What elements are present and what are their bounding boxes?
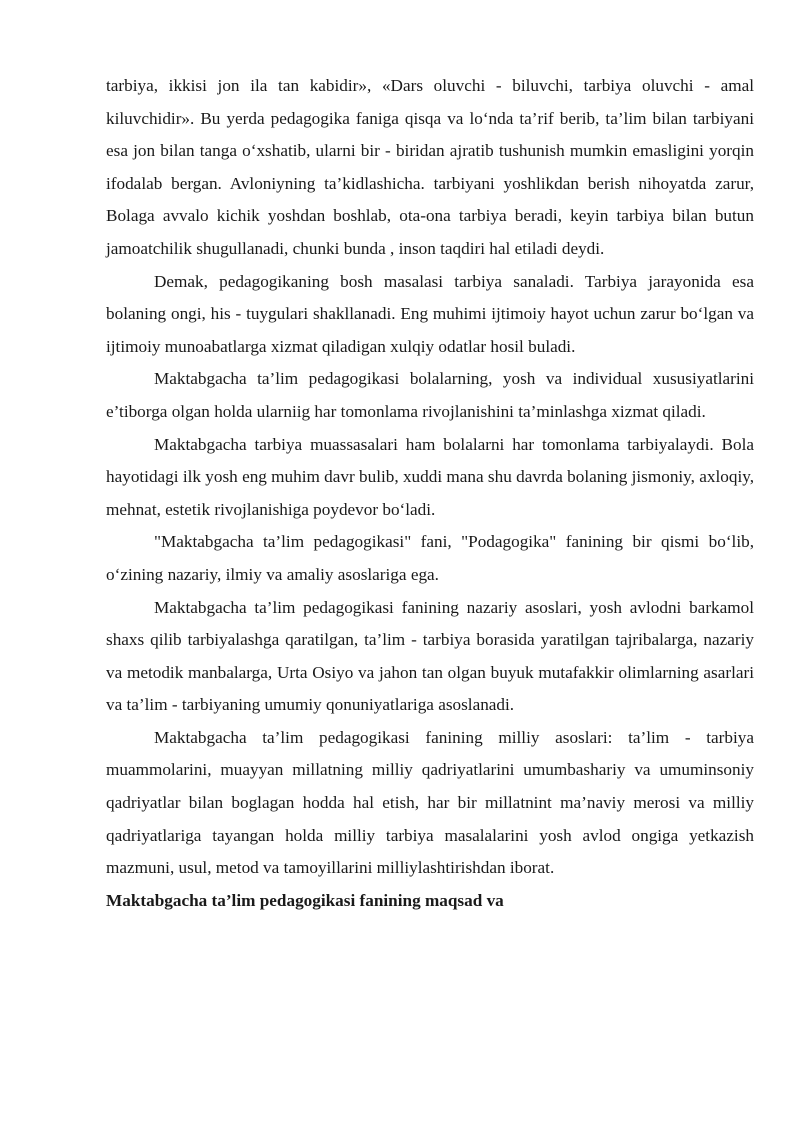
- paragraph-3: Maktabgacha ta’lim pedagogikasi bolalarning, yosh va individual xususiyatlarini e’tiborga olgan holda ularniig har tomonlama rivojlanishini ta’minlashga xizmat qiladi.: [106, 369, 754, 421]
- paragraph-6: Maktabgacha ta’lim pedagogikasi fanining nazariy asoslari, yosh avlodni barkamol shaxs qilib tarbiyalashga qaratilgan, ta’lim - tarbiya borasida yaratilgan tajribalarga, nazariy va metodik manbalarga, Urta Osiyo va jahon tan olgan buyuk mutafakkir olimlarning asarlari va ta’lim - tarbiyaning umumiy qonuniyatlariga asoslanadi.: [106, 597, 754, 715]
- paragraph-1: tarbiya, ikkisi jon ila tan kabidir», «Dars oluvchi - biluvchi, tarbiya oluvchi - amal kiluvchidir». Bu yerda pedagogika faniga qisqa va lo‘nda ta’rif berib, ta’lim bilan tarbiyani esa jon bilan tanga o‘xshatib, ularni bir - biridan ajratib tushunish mumkin emasligini yorqin ifodalab bergan. Avloniyning ta’kidlashicha. tarbiyani yoshlikdan berish nihoyatda zarur, Bolaga avvalo kichik yoshdan boshlab, ota-ona tarbiya beradi, keyin tarbiya bilan butun jamoatchilik shugullanadi, chunki bunda , inson taqdiri hal etiladi deydi.: [106, 76, 754, 258]
- paragraph-5: "Maktabgacha ta’lim pedagogikasi" fani, "Podagogika" fanining bir qismi bo‘lib, o‘zining nazariy, ilmiy va amaliy asoslariga ega.: [106, 532, 754, 584]
- paragraph-4: Maktabgacha tarbiya muassasalari ham bolalarni har tomonlama tarbiyalaydi. Bola hayotidagi ilk yosh eng muhim davr bulib, xuddi mana shu davrda bolaning jismoniy, axloqiy, mehnat, estetik rivojlanishiga poydevor bo‘ladi.: [106, 434, 754, 519]
- document-page: [106, 70, 754, 917]
- section-heading: Maktabgacha ta’lim pedagogikasi fanining maqsad va: [106, 890, 504, 910]
- paragraph-7: Maktabgacha ta’lim pedagogikasi fanining milliy asoslari: ta’lim - tarbiya muammolarini, muayyan millatning milliy qadriyatlarini umumbashariy va umuminsoniy qadriyatlar bilan boglagan hodda hal etish, har bir millatnint ma’naviy merosi va milliy qadriyatlariga tayangan holda milliy tarbiya masalalarini yosh avlod ongiga yetkazish mazmuni, usul, metod va tamoyillarini milliylashtirishdan iborat.: [106, 727, 754, 878]
- paragraph-2: Demak, pedagogikaning bosh masalasi tarbiya sanaladi. Tarbiya jarayonida esa bolaning ongi, his - tuygulari shakllanadi. Eng muhimi ijtimoiy hayot uchun zarur bo‘lgan va ijtimoiy munoabatlarga xizmat qiladigan xulqiy odatlar hosil buladi.: [106, 271, 754, 356]
